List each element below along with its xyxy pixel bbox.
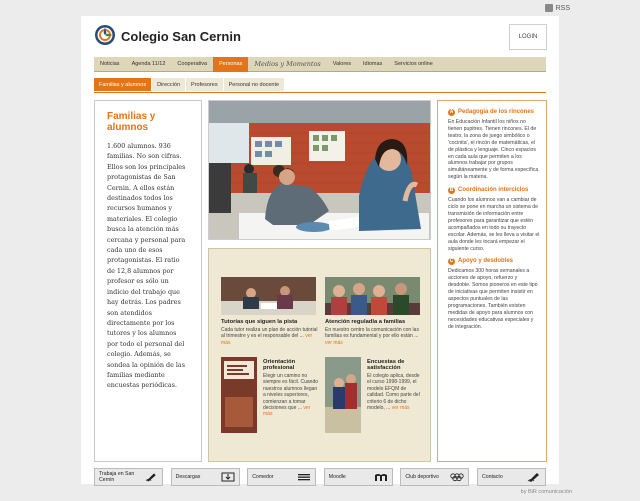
feature-text-rincones: En Educación Infantil los niños no tienen pupitres. Tienen rincones. El de teatro, la zona de juego simbólico o 'cocinita', el rincón de matemáticas, el de plástica y lenguaje. Cinco espacios en cada aula que permiten a los alumnos trabajar por grupos simultáneamente y de forma específica según la materia. <box>448 119 539 181</box>
nav-item-personas[interactable]: Personas <box>213 57 248 72</box>
school-logo-icon[interactable] <box>94 24 116 46</box>
moodle-icon <box>374 472 388 482</box>
letter-a-badge: A <box>449 109 454 115</box>
card-body-orientacion: Elegir un camino no siempre es fácil. Cuando nuestros alumnos llegan a niveles superiores, comienzan a tomar decisiones que ... <box>263 373 319 412</box>
nav-item-cooperativa[interactable]: Cooperativa <box>177 61 208 67</box>
nav-item-idiomas[interactable]: Idiomas <box>363 61 383 67</box>
card-body-atencion: En nuestro centro la comunicación con las familias es fundamental y por ello están ... <box>325 327 419 340</box>
footer-button-contacto[interactable] <box>477 468 546 486</box>
classroom-photo <box>209 101 431 240</box>
nav-item-valores[interactable]: Valores <box>332 61 352 67</box>
subnav-item-profesores[interactable]: Profesores <box>186 78 224 91</box>
card-text-atencion <box>325 327 425 346</box>
rss-link[interactable] <box>545 4 570 12</box>
footer-label-moodle: Moodle <box>328 474 346 480</box>
card-text-orientacion <box>263 373 319 418</box>
footer-links <box>94 468 546 486</box>
rss-icon <box>545 4 553 12</box>
card-title-atencion[interactable]: Atención reguladla a familias <box>325 319 406 325</box>
card-body-tutorias: Cada tutor realiza un plan de acción tutorial al trimestre y es el responsable del ... <box>221 327 318 340</box>
intro-title: Familias y alumnos <box>107 111 156 133</box>
card-text-encuestas <box>367 373 423 411</box>
footer-button-comedor[interactable] <box>247 468 316 486</box>
feature-title-rincones[interactable] <box>448 109 540 116</box>
footer-credit[interactable]: by BiR comunicación <box>520 489 572 495</box>
site-title[interactable]: Colegio San Cernin <box>121 29 241 44</box>
nav-item-servicios-online[interactable]: Servicios online <box>394 61 433 67</box>
pen-icon <box>527 472 541 482</box>
card-text-tutorias <box>221 327 321 346</box>
features-panel <box>437 100 547 462</box>
sub-nav <box>94 78 285 91</box>
intro-text: 1.600 alumnos. 936 familias. No son cifras. Ellos son los principales protagonistas de San Cernin. A ellos están destinados todos los recursos humanos y materiales. El colegio busca la atención más cercana y personal para cada uno de esos protagonistas. El ratio de 12,8 alumnos por profesor es sólo un indicio del trabajo que hay detrás. Los padres son atendidos directamente por los tutores y los alumnos por todo el personal del colegio. Además, se sondea la opinión de las familias mediante encuestas periódicas. <box>107 142 186 390</box>
footer-label-descargas: Descargas <box>175 474 201 480</box>
card-title-tutorias[interactable]: Tutorías que siguen la pista <box>221 319 298 325</box>
letter-c-badge: C <box>449 258 454 265</box>
rss-label: RSS <box>555 4 570 12</box>
pen-icon <box>145 472 158 482</box>
hero-photo <box>208 100 431 240</box>
olympic-rings-icon <box>450 472 464 482</box>
header <box>81 16 559 56</box>
card-title-encuestas[interactable]: Encuestas de satisfacción <box>367 359 405 371</box>
footer-label-contacto: Contacto <box>481 474 503 480</box>
atencion-familias-photo[interactable] <box>325 277 420 315</box>
login-button[interactable]: LOGIN <box>509 24 547 50</box>
subnav-item-familias[interactable]: Familias y alumnos <box>94 78 152 91</box>
main-nav <box>94 57 546 72</box>
orientacion-photo[interactable] <box>221 357 257 433</box>
feature-text-apoyo: Dedicamos 300 horas semanales a acciones de apoyo, refuerzo y desdoble. Somos pioneros en este tipo de iniciativas que permiten insistir en aspectos puntuales de las programaciones. También existen medidas de apoyo para alumnos con necesidades educativas especiales y de integración. <box>448 268 538 330</box>
footer-button-moodle[interactable] <box>324 468 393 486</box>
nav-item-medios-y-momentos[interactable]: Medios y Momentos <box>254 60 321 68</box>
subnav-item-direccion[interactable]: Dirección <box>152 78 186 91</box>
cutlery-icon <box>297 472 311 482</box>
content-cards <box>208 248 431 462</box>
feature-title-apoyo[interactable] <box>448 258 540 265</box>
card-more-orientacion[interactable]: ver más <box>263 405 311 418</box>
footer-button-descargas[interactable] <box>171 468 240 486</box>
feature-title-interciclos[interactable] <box>448 187 540 194</box>
feature-title-interciclos-text: Coordinación interciclos <box>458 187 529 194</box>
footer-label-club-deportivo: Club deportivo <box>405 474 439 480</box>
download-icon <box>221 472 235 482</box>
page-container <box>81 16 559 484</box>
feature-title-apoyo-text: Apoyo y desdobles <box>458 258 514 265</box>
card-more-encuestas[interactable]: ver más <box>391 405 410 412</box>
intro-panel <box>94 100 202 462</box>
nav-item-noticias[interactable]: Noticias <box>100 61 120 67</box>
feature-title-rincones-text: Pedagogía de los rincones <box>458 109 535 115</box>
card-title-orientacion[interactable]: Orientación profesional <box>263 359 296 371</box>
footer-label-trabaja: Trabaja en San Cernin <box>99 471 135 483</box>
tutorias-photo[interactable] <box>221 277 316 315</box>
card-more-tutorias[interactable]: ver más <box>221 333 313 346</box>
letter-b-badge: B <box>449 187 454 194</box>
footer-button-trabaja[interactable] <box>94 468 163 486</box>
subnav-item-personal-no-docente[interactable]: Personal no docente <box>224 78 285 91</box>
subnav-divider <box>94 92 546 93</box>
footer-label-comedor: Comedor <box>252 474 274 480</box>
encuestas-photo[interactable] <box>325 357 361 433</box>
feature-text-interciclos: Cuando los alumnos van a cambiar de ciclo se pone en marcha un sistema de transmisión de información entre profesores para garantizar que estén acompañados en todo su trayecto escolar. Además, se les lleva a visitar el aula donde les tocará empezar el siguiente curso. <box>448 197 540 252</box>
card-body-encuestas: El colegio aplica, desde el curso 1998-1999, el modelo EFQM de calidad. Como parte del criterio 6 de dicho modelo, ... <box>367 373 420 412</box>
nav-item-agenda[interactable]: Agenda 11/12 <box>131 61 166 67</box>
card-more-atencion[interactable]: ver más <box>325 339 343 346</box>
footer-button-club-deportivo[interactable] <box>400 468 469 486</box>
